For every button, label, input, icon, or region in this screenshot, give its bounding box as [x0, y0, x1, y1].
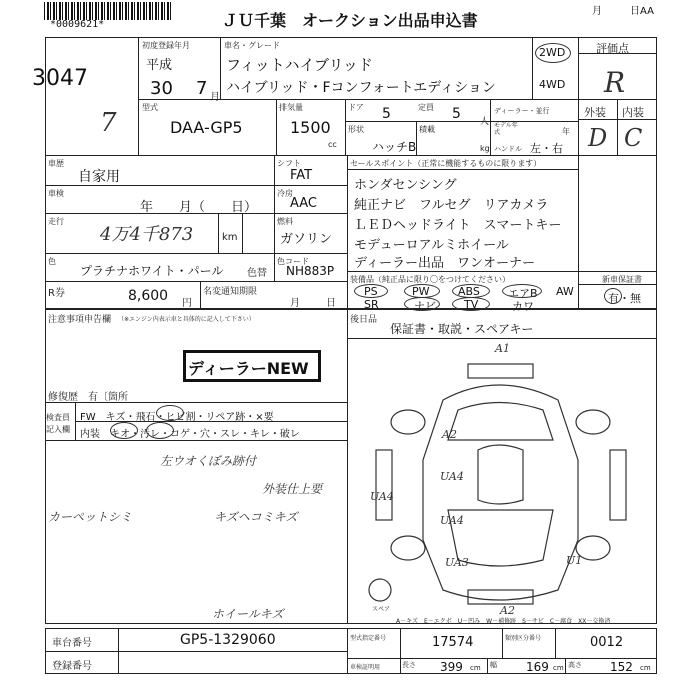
barcode — [44, 2, 172, 20]
equip-airbag-circle — [502, 284, 542, 298]
handwritten-note-5: ホイールキズ — [212, 607, 284, 621]
new-car-warranty-label: 新車保証書 — [602, 275, 642, 284]
chip-circle — [156, 405, 184, 421]
mark-ua4-2: UA4 — [370, 490, 394, 503]
equip-pw-circle — [404, 284, 440, 298]
displacement-value: 1500 — [290, 118, 331, 137]
capacity-label: 定員 — [418, 103, 434, 112]
warranty-yes-circle — [604, 288, 622, 304]
color-value: プラチナホワイト・パール — [80, 264, 224, 278]
registration-year: 30 — [150, 78, 173, 99]
type-number-label: 型式指定番号 — [350, 635, 387, 642]
car-damage-diagram — [348, 340, 656, 624]
mark-ua4-1: UA4 — [440, 470, 464, 483]
handwritten-note-4: キズヘコミキズ — [214, 510, 298, 524]
color-change-label: 色替 — [247, 268, 267, 279]
equip-leather: カワ — [512, 300, 534, 313]
registration-number-label: 登録番号 — [52, 661, 92, 672]
load-label: 積載 — [419, 125, 435, 134]
equip-sr: SR — [364, 298, 379, 311]
equip-aw: AW — [556, 285, 574, 298]
interior-defect-row: 内装 キオ・汚レ・コゲ・穴・スレ・キレ・破レ — [80, 429, 300, 440]
fw-defect-row: FW キズ・飛石・ヒビ割・リペア跡・×要 — [80, 412, 274, 423]
drive-2wd: 2WD — [539, 46, 566, 59]
shift-label: シフト — [277, 159, 301, 168]
vehicle-name: フィットハイブリッド — [226, 56, 373, 74]
inspector-label: 検査員 — [46, 413, 70, 422]
mark-ua3: UA3 — [445, 556, 469, 569]
registration-era: 平成 — [146, 58, 173, 73]
model-value: DAA-GP5 — [170, 118, 243, 137]
handle-label: ハンドル — [494, 145, 522, 153]
length-unit: cm — [470, 664, 481, 672]
interior-label: 内装 — [622, 106, 644, 119]
color-code-label: 色コード — [277, 257, 309, 266]
equip-airbag: エアB — [508, 287, 538, 300]
grade-score: R — [604, 66, 626, 99]
sales-points-label: セールスポイント（正常に機能するものに限ります） — [350, 159, 542, 168]
displacement-unit: cc — [328, 140, 337, 149]
height-unit: cm — [640, 664, 651, 672]
dealer-label: ディーラー・並行 — [494, 107, 550, 115]
vehicle-name-label: 車名・グレード — [224, 41, 280, 50]
width-label: 幅 — [490, 661, 497, 669]
mileage-label: 走行 — [48, 217, 64, 226]
type-number: 17574 — [432, 635, 474, 650]
model-year-unit: 年 — [562, 127, 570, 136]
fuel-value: ガソリン — [280, 232, 333, 247]
class-number-label: 類別区分番号 — [505, 635, 542, 642]
registration-month-unit: 月 — [210, 92, 220, 103]
history-value: 自家用 — [78, 169, 120, 185]
handwritten-note-2: 外装仕上要 — [262, 482, 323, 496]
length-label: 長さ — [402, 661, 416, 669]
shape-label: 形状 — [348, 125, 364, 134]
mark-a1: A1 — [495, 342, 510, 355]
interior-grade: C — [624, 124, 643, 152]
vehicle-grade: ハイブリッド・Fコンフォートエディション — [226, 80, 496, 96]
load-unit: kg — [480, 144, 490, 153]
color-code-value: NH883P — [286, 264, 335, 278]
registration-handwritten-mark: 7 — [100, 108, 117, 138]
exterior-label: 外装 — [584, 106, 606, 119]
damage-legend: A－キズ E－エクボ U－凹み W－補修跡 S－サビ C－腐食 XX－交換済 — [396, 618, 611, 625]
capacity-unit: 人 — [480, 117, 490, 127]
history-label: 車歴 — [48, 159, 64, 168]
capacity-value: 5 — [452, 106, 461, 122]
mark-a2-front: A2 — [442, 428, 457, 441]
displacement-label: 排気量 — [279, 103, 303, 112]
form-title: ＪＵ千葉 オークション出品申込書 — [222, 11, 478, 30]
height-label: 高さ — [568, 661, 582, 669]
equipment-label: 装備品（純正品に限り〇をつけてください） — [350, 275, 510, 284]
repair-label: 修復歴 有〔箇所 — [48, 392, 128, 403]
notes-label: 注意事項申告欄 — [48, 315, 112, 325]
notice-label: 名変通知期限 — [203, 287, 258, 297]
grade-label: 評価点 — [596, 42, 629, 55]
month-label: 月 — [592, 6, 602, 17]
ac-value: AAC — [290, 196, 317, 211]
doors-value: 5 — [382, 106, 391, 122]
width-unit: cm — [553, 664, 564, 672]
handwritten-note-3: カーペットシミ — [48, 510, 133, 524]
inspection-label: 車検 — [48, 189, 64, 198]
interior-stain-circle — [146, 422, 174, 439]
equip-abs-circle — [452, 284, 490, 298]
height-value: 152 — [610, 660, 633, 674]
spare-label: スペア — [372, 606, 391, 613]
day-label: 日AA — [630, 6, 654, 17]
mark-ua4-3: UA4 — [440, 514, 464, 527]
chassis-label: 車台番号 — [52, 638, 92, 649]
fuel-label: 燃料 — [277, 217, 293, 226]
equip-tv: TV — [464, 298, 479, 311]
mileage-unit: km — [222, 232, 238, 243]
after-parts-value: 保証書・取説・スペアキー — [390, 322, 534, 336]
chassis-number: GP5-1329060 — [180, 632, 276, 648]
notice-day: 日 — [326, 298, 336, 309]
length-value: 399 — [440, 660, 463, 674]
after-parts-label: 後日品 — [350, 315, 378, 325]
sales-point-1: ホンダセンシング — [354, 178, 457, 193]
interior-scratch-circle — [110, 422, 138, 439]
color-label: 色 — [48, 257, 56, 266]
recycle-value: 8,600 — [128, 288, 169, 304]
ac-label: 冷房 — [277, 189, 293, 198]
sales-point-4: モデューロアルミホイール — [354, 238, 509, 253]
recycle-unit: 円 — [182, 298, 192, 309]
equip-abs: ABS — [458, 285, 480, 298]
handwritten-note-1: 左ウオくぼみ跡付 — [160, 454, 257, 468]
shift-value: FAT — [290, 168, 313, 183]
class-number: 0012 — [590, 635, 624, 650]
sales-point-2: 純正ナビ フルセグ リアカメラ — [354, 198, 549, 213]
exterior-grade: D — [588, 124, 608, 152]
equip-pw: PW — [412, 285, 430, 298]
dealer-new-stamp-text: ディーラーNEW — [188, 359, 309, 378]
lot-number: 3047 — [32, 66, 88, 91]
registration-label: 初度登録年月 — [142, 41, 190, 50]
width-value: 169 — [526, 660, 549, 674]
shape-value: ハッチB — [372, 140, 417, 154]
mileage-value: 4万4千873 — [100, 224, 194, 245]
inspection-value: 年 月（ 日） — [140, 200, 258, 215]
notice-month: 月 — [290, 298, 300, 309]
cert-label: 車検証明用 — [350, 664, 381, 671]
model-year-label: モデル年式 — [494, 122, 518, 136]
mark-a2-rear: A2 — [500, 604, 515, 617]
equip-ps-circle — [354, 284, 388, 298]
equip-navi: ナビ — [414, 300, 436, 313]
entry-label: 記入欄 — [46, 425, 70, 434]
sales-point-3: ＬＥＤヘッドライト スマートキー — [354, 218, 562, 233]
registration-month: 7 — [196, 78, 208, 99]
recycle-label: R券 — [48, 288, 65, 299]
mark-u1: U1 — [566, 554, 583, 567]
notes-sublabel: （※エンジン内表示車と具体的に記入して下さい） — [118, 316, 255, 323]
sales-point-5: ディーラー出品 ワンオーナー — [354, 256, 535, 271]
drive-4wd: 4WD — [539, 78, 566, 91]
barcode-number: *0009621* — [50, 19, 105, 30]
handle-value: 左・右 — [530, 142, 563, 155]
equip-ps: PS — [364, 285, 378, 298]
doors-label: ドア — [348, 103, 364, 112]
model-label: 型式 — [142, 103, 158, 112]
new-car-warranty-value: 有・無 — [608, 292, 641, 305]
